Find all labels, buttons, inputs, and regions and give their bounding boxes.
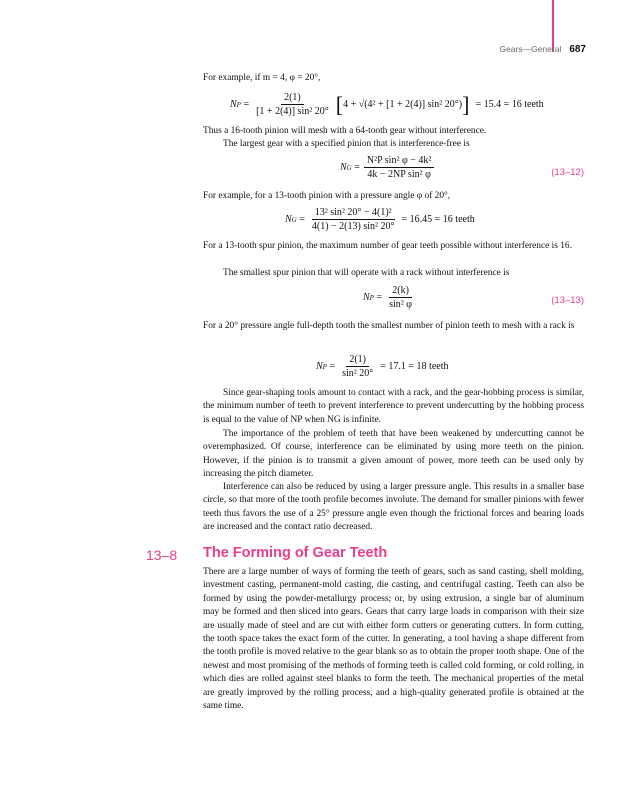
paragraph-11: There are a large number of ways of forming the teeth of gears, such as sand casting, shell molding, investment casting, permanent-mold casting, die casting, and centrifugal casting. Teeth can also be formed by using the powder-metallurgy process; or, by using extrusion, a single bar of aluminum may be formed and then sliced into gears. Gears that carry large loads in comparison with their size are usually made of steel and are cut with either form cutters or generating cutters. In form cutting, the tooth space takes the exact form of the cutter. In generating, a tool having a shape different from the tooth profile is moved relative to the gear blank so as to obtain the proper tooth shape. One of the newest and most promising of the methods of forming teeth is called cold forming, or cold rolling, in which dies are rolled against steel blanks to form the teeth. The mechanical properties of the metal are greatly improved by the rolling process, and a high-quality generated profile is obtained at the same time. [203,567,584,712]
paragraph-7: For a 20° pressure angle full-depth tooth the smallest number of pinion teeth to mesh with a rack is [203,321,575,331]
running-header [499,44,586,55]
paragraph-10: Interference can also be reduced by using a larger pressure angle. This results in a smaller base circle, so that more of the tooth profile becomes involute. The demand for smaller pinions with fewer teeth thus favors the use of a 25° pressure angle even though the frictional forces and bearing loads are increased and the contact ratio decreased. [203,482,584,533]
running-title: Gears—General [499,44,562,54]
paragraph-5: For a 13-tooth spur pinion, the maximum number of gear teeth possible without interference is 16. [203,241,572,251]
paragraph-9: The importance of the problem of teeth that have been weakened by undercutting cannot be overemphasized. Of course, interference can be eliminated by using more teeth on the pinion. However, if the pinion is to transmit a given amount of power, more teeth can be used only by increasing the pitch diameter. [203,429,584,480]
paragraph-6: The smallest spur pinion that will operate with a rack without interference is [223,268,510,278]
paragraph-3: The largest gear with a specified pinion that is interference-free is [223,139,470,149]
section-title: The Forming of Gear Teeth [203,545,388,561]
equation-number-13-13: (13–13) [551,295,584,306]
equation-number-13-12: (13–12) [551,167,584,178]
paragraph-4: For example, for a 13-tooth pinion with a pressure angle φ of 20°, [203,191,451,201]
page-number: 687 [569,44,586,55]
paragraph-2: Thus a 16-tooth pinion will mesh with a 64-tooth gear without interference. [203,126,487,136]
eq1-fraction: $\frac{2(1)}{\text{[1 + 2(4)] sin² 20°}}$ [256,92,329,117]
equation-13-12: N G = $\frac{\text{N²P sin² φ − 4k²}}{\text{4k − 2NP sin² φ}}$ [340,155,438,180]
paragraph-8: Since gear-shaping tools amount to contact with a rack, and the gear-hobbing process is similar, the minimum number of teeth to prevent interference to prevent undercutting by the hobbing process is equal to the value of NP when NG is infinite. [203,388,584,425]
equation-5: N P = $\frac{2(1)}{\text{sin² 20°}}$ = 17.1 = 18 teeth [316,354,449,379]
equation-13-13: N P = $\frac{2(k)}{\text{sin² φ}}$ [363,285,413,310]
section-number: 13–8 [146,547,178,563]
paragraph-1: For example, if m = 4, φ = 20°, [203,73,321,83]
equation-3: N G = $\frac{\text{13² sin² 20° − 4(1)²}}{\text{4(1) − 2(13) sin² 20°}}$ = 16.45 = 16 teeth [285,207,475,232]
equation-1: N P = $\frac{2(1)}{\text{[1 + 2(4)] sin² 20°}}$ [ 4 + √(4² + [1 + 2(4)] sin² 20°) ] = 15.4 = 16 teeth [230,91,544,117]
